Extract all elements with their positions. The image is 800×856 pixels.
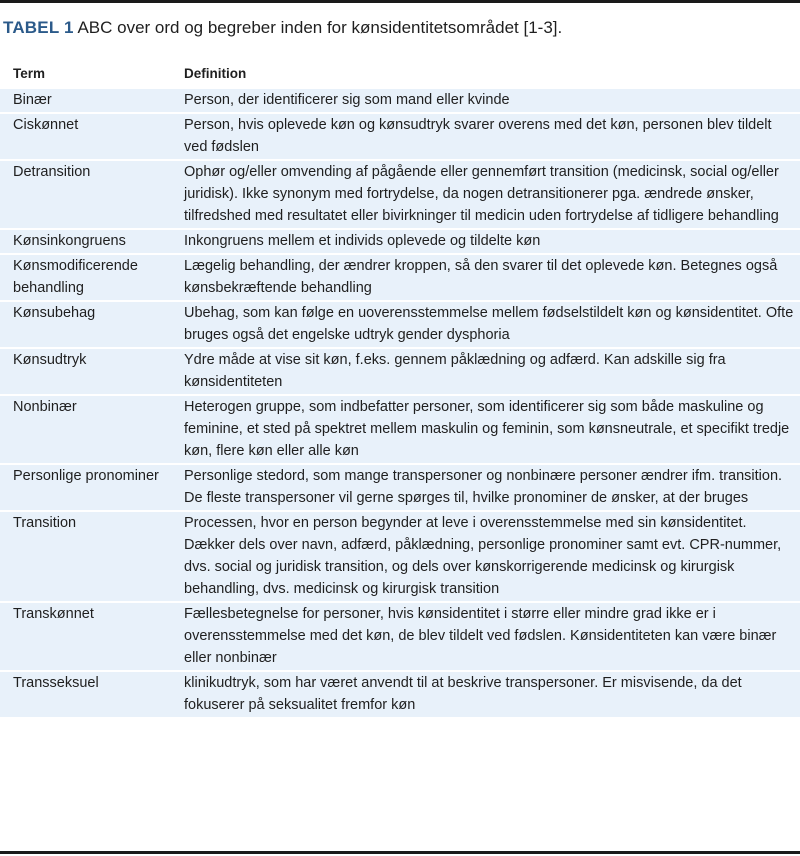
definition-cell: Heterogen gruppe, som indbefatter personer, som identificerer sig som både maskuline og feminine, et sted på spektret mellem maskulin og feminin, som kønsneutrale, et specifikt tredje køn, flere køn eller alle køn [174,396,800,463]
term-cell: Detransition [0,161,174,228]
definition-cell: Processen, hvor en person begynder at leve i overensstemmelse med sin kønsidentitet. Dækker dels over navn, adfærd, påklædning, personlige pronominer samt evt. CPR-nummer, dvs. social og juridisk transition, og dels over kønskorrigerende medicinsk og kirurgisk behandling, dvs. medicinsk og kirurgisk transition [174,512,800,601]
top-rule [0,0,800,3]
table-caption-label: TABEL 1 [3,18,74,37]
term-cell: Ciskønnet [0,114,174,159]
bottom-rule [0,851,800,854]
definition-cell: Person, hvis oplevede køn og kønsudtryk svarer overens med det køn, personen blev tildelt ved fødslen [174,114,800,159]
table-row [0,603,800,670]
table-caption [3,17,562,39]
glossary-table-wrapper [0,57,800,719]
definition-cell: klinikudtryk, som har været anvendt til at beskrive transpersoner. Er misvisende, da det fokuserer på seksualitet fremfor køn [174,672,800,717]
table-body [0,89,800,717]
table-row [0,114,800,159]
term-cell: Binær [0,89,174,112]
table-row [0,302,800,347]
term-cell: Kønsmodificerende behandling [0,255,174,300]
definition-cell: Ydre måde at vise sit køn, f.eks. gennem påklædning og adfærd. Kan adskille sig fra kønsidentiteten [174,349,800,394]
table-row [0,161,800,228]
header-definition: Definition [184,66,247,81]
term-cell: Transkønnet [0,603,174,670]
table-row [0,672,800,717]
term-cell: Kønsudtryk [0,349,174,394]
table-row [0,255,800,300]
table-row [0,465,800,510]
definition-cell: Fællesbetegnelse for personer, hvis kønsidentitet i større eller mindre grad ikke er i overensstemmelse med det køn, de blev tildelt ved fødslen. Kønsidentiteten kan være binær eller nonbinær [174,603,800,670]
definition-cell: Person, der identificerer sig som mand eller kvinde [174,89,800,112]
table-row [0,89,800,112]
table-header [0,59,800,87]
table-row [0,396,800,463]
table-row [0,230,800,253]
term-cell: Nonbinær [0,396,174,463]
term-cell: Transition [0,512,174,601]
definition-cell: Ubehag, som kan følge en uoverensstemmelse mellem fødselstildelt køn og kønsidentitet. Ofte bruges også det engelske udtryk gender dysphoria [174,302,800,347]
term-cell: Personlige pronominer [0,465,174,510]
definition-cell: Lægelig behandling, der ændrer kroppen, så den svarer til det oplevede køn. Betegnes også kønsbekræftende behandling [174,255,800,300]
glossary-table [0,57,800,719]
term-cell: Kønsubehag [0,302,174,347]
definition-cell: Inkongruens mellem et individs oplevede og tildelte køn [174,230,800,253]
term-cell: Kønsinkongruens [0,230,174,253]
term-cell: Transseksuel [0,672,174,717]
table-row [0,349,800,394]
header-row [0,59,800,87]
definition-cell: Personlige stedord, som mange transpersoner og nonbinære personer ændrer ifm. transition. De fleste transpersoner vil gerne spørges til, hvilke pronominer de ønsker, at der bruges [174,465,800,510]
definition-cell: Ophør og/eller omvending af pågående eller gennemført transition (medicinsk, social og/eller juridisk). Ikke synonym med fortrydelse, da nogen detransitionerer pga. ændrede ønsker, tilfredshed med resultatet eller bivirkninger til medicin uden fortrydelse af tidligere behandling [174,161,800,228]
table-caption-text: ABC over ord og begreber inden for kønsidentitetsområdet [1-3]. [73,18,563,37]
header-term: Term [13,66,46,81]
table-row [0,512,800,601]
